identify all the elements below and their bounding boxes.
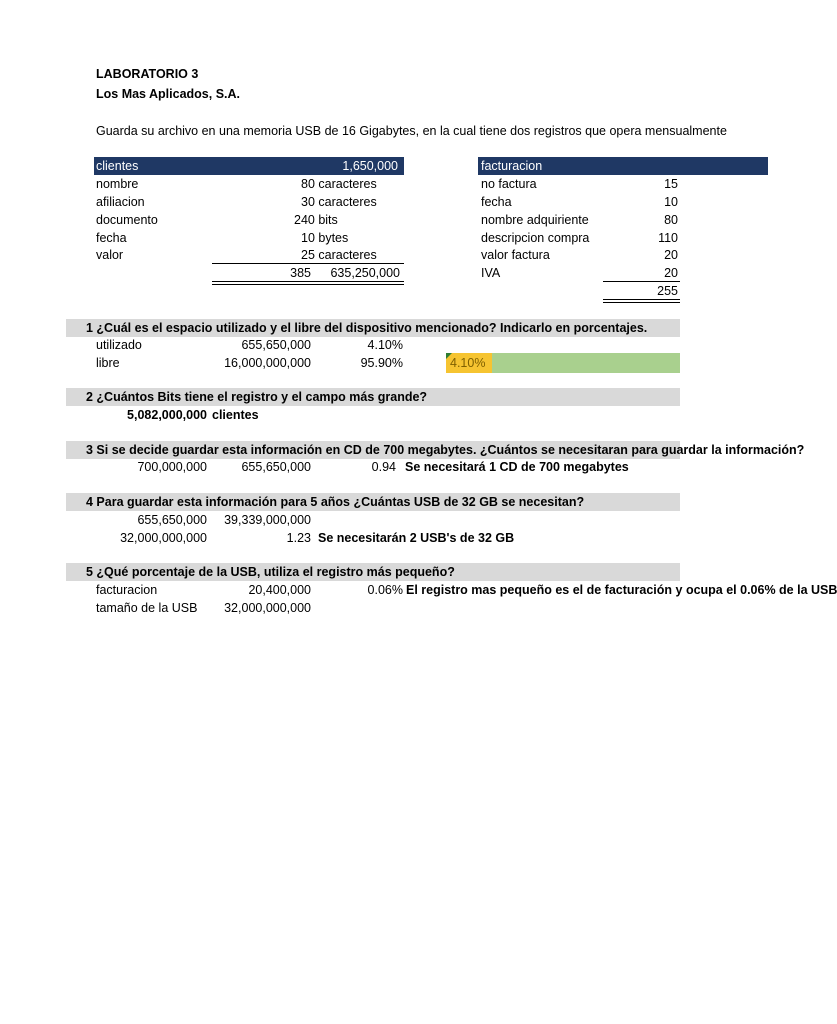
q5-percent: 0.06%	[367, 583, 403, 597]
clientes-field-value: 30 caracteres	[301, 195, 377, 209]
clientes-field-name: valor	[96, 248, 124, 262]
clientes-field-value: 80 caracteres	[301, 177, 377, 191]
q4-ratio: 1.23	[286, 531, 311, 545]
clientes-total-bits: 385	[290, 266, 311, 280]
q2-value: 5,082,000,000	[127, 408, 207, 422]
facturacion-field-value: 10	[664, 195, 678, 209]
q5-usb-value: 32,000,000,000	[224, 601, 311, 615]
usage-bar-label: 4.10%	[450, 356, 486, 370]
facturacion-field-name: nombre adquiriente	[481, 213, 589, 227]
facturacion-field-name: no factura	[481, 177, 537, 191]
facturacion-field-name: IVA	[481, 266, 501, 280]
clientes-field-value: 240 bits	[294, 213, 338, 227]
clientes-field-name: fecha	[96, 231, 127, 245]
clientes-field-value: 10 bytes	[301, 231, 349, 245]
q3-answer: Se necesitará 1 CD de 700 megabytes	[405, 460, 629, 474]
question-1: 1 ¿Cuál es el espacio utilizado y el libre del dispositivo mencionado? Indicarlo en porcentajes.	[86, 321, 648, 335]
q4-usb-size: 32,000,000,000	[120, 531, 207, 545]
facturacion-field-name: fecha	[481, 195, 512, 209]
q4-five-years: 39,339,000,000	[224, 513, 311, 527]
facturacion-field-value: 110	[658, 231, 678, 245]
question-3: 3 Si se decide guardar esta información en CD de 700 megabytes. ¿Cuántos se necesitaran para guardar la información?	[86, 443, 805, 457]
facturacion-field-value: 80	[664, 213, 678, 227]
q2-label: clientes	[212, 408, 259, 422]
free-value: 16,000,000,000	[224, 356, 311, 370]
facturacion-field-name: descripcion compra	[481, 231, 590, 245]
facturacion-total: 255	[657, 284, 678, 298]
clientes-total-bytes: 635,250,000	[330, 266, 400, 280]
question-2: 2 ¿Cuántos Bits tiene el registro y el campo más grande?	[86, 390, 428, 404]
facturacion-field-value: 15	[664, 177, 678, 191]
question-5: 5 ¿Qué porcentaje de la USB, utiliza el registro más pequeño?	[86, 565, 455, 579]
clientes-field-name: afiliacion	[96, 195, 145, 209]
used-value: 655,650,000	[241, 338, 311, 352]
q3-ratio: 0.94	[371, 460, 396, 474]
q4-monthly: 655,650,000	[137, 513, 207, 527]
used-label: utilizado	[96, 338, 142, 352]
clientes-count: 1,650,000	[342, 159, 398, 173]
intro-text: Guarda su archivo en una memoria USB de 16 Gigabytes, en la cual tiene dos registros que opera mensualmente	[96, 124, 727, 138]
question-5-band	[66, 563, 680, 581]
question-3-band	[66, 441, 805, 459]
clientes-field-value: 25 caracteres	[301, 248, 377, 262]
question-4-band	[66, 493, 680, 511]
clientes-field-name: documento	[96, 213, 158, 227]
q5-fact-value: 20,400,000	[248, 583, 311, 597]
usage-bar	[446, 353, 680, 373]
facturacion-double-line	[603, 299, 680, 303]
free-label: libre	[96, 356, 120, 370]
q5-fact-label: facturacion	[96, 583, 158, 597]
q4-answer: Se necesitarán 2 USB's de 32 GB	[318, 531, 515, 545]
clientes-header	[94, 157, 404, 175]
clientes-title: clientes	[96, 159, 139, 173]
lab-title: LABORATORIO 3	[96, 67, 199, 81]
facturacion-title: facturacion	[481, 159, 543, 173]
facturacion-header	[478, 157, 768, 175]
q3-cd-size: 700,000,000	[137, 460, 207, 474]
facturacion-field-name: valor factura	[481, 248, 550, 262]
q3-data-size: 655,650,000	[241, 460, 311, 474]
facturacion-field-value: 20	[664, 248, 678, 262]
company-name: Los Mas Aplicados, S.A.	[96, 87, 241, 101]
q5-answer: El registro mas pequeño es el de facturación y ocupa el 0.06% de la USB	[406, 583, 837, 597]
facturacion-field-value: 20	[664, 266, 678, 280]
question-2-band	[66, 388, 680, 406]
q5-usb-label: tamaño de la USB	[96, 601, 198, 615]
used-percent: 4.10%	[367, 338, 403, 352]
clientes-field-name: nombre	[96, 177, 139, 191]
clientes-double-line	[212, 281, 404, 285]
question-4: 4 Para guardar esta información para 5 años ¿Cuántas USB de 32 GB se necesitan?	[86, 495, 585, 509]
free-percent: 95.90%	[360, 356, 403, 370]
question-1-band	[66, 319, 680, 337]
